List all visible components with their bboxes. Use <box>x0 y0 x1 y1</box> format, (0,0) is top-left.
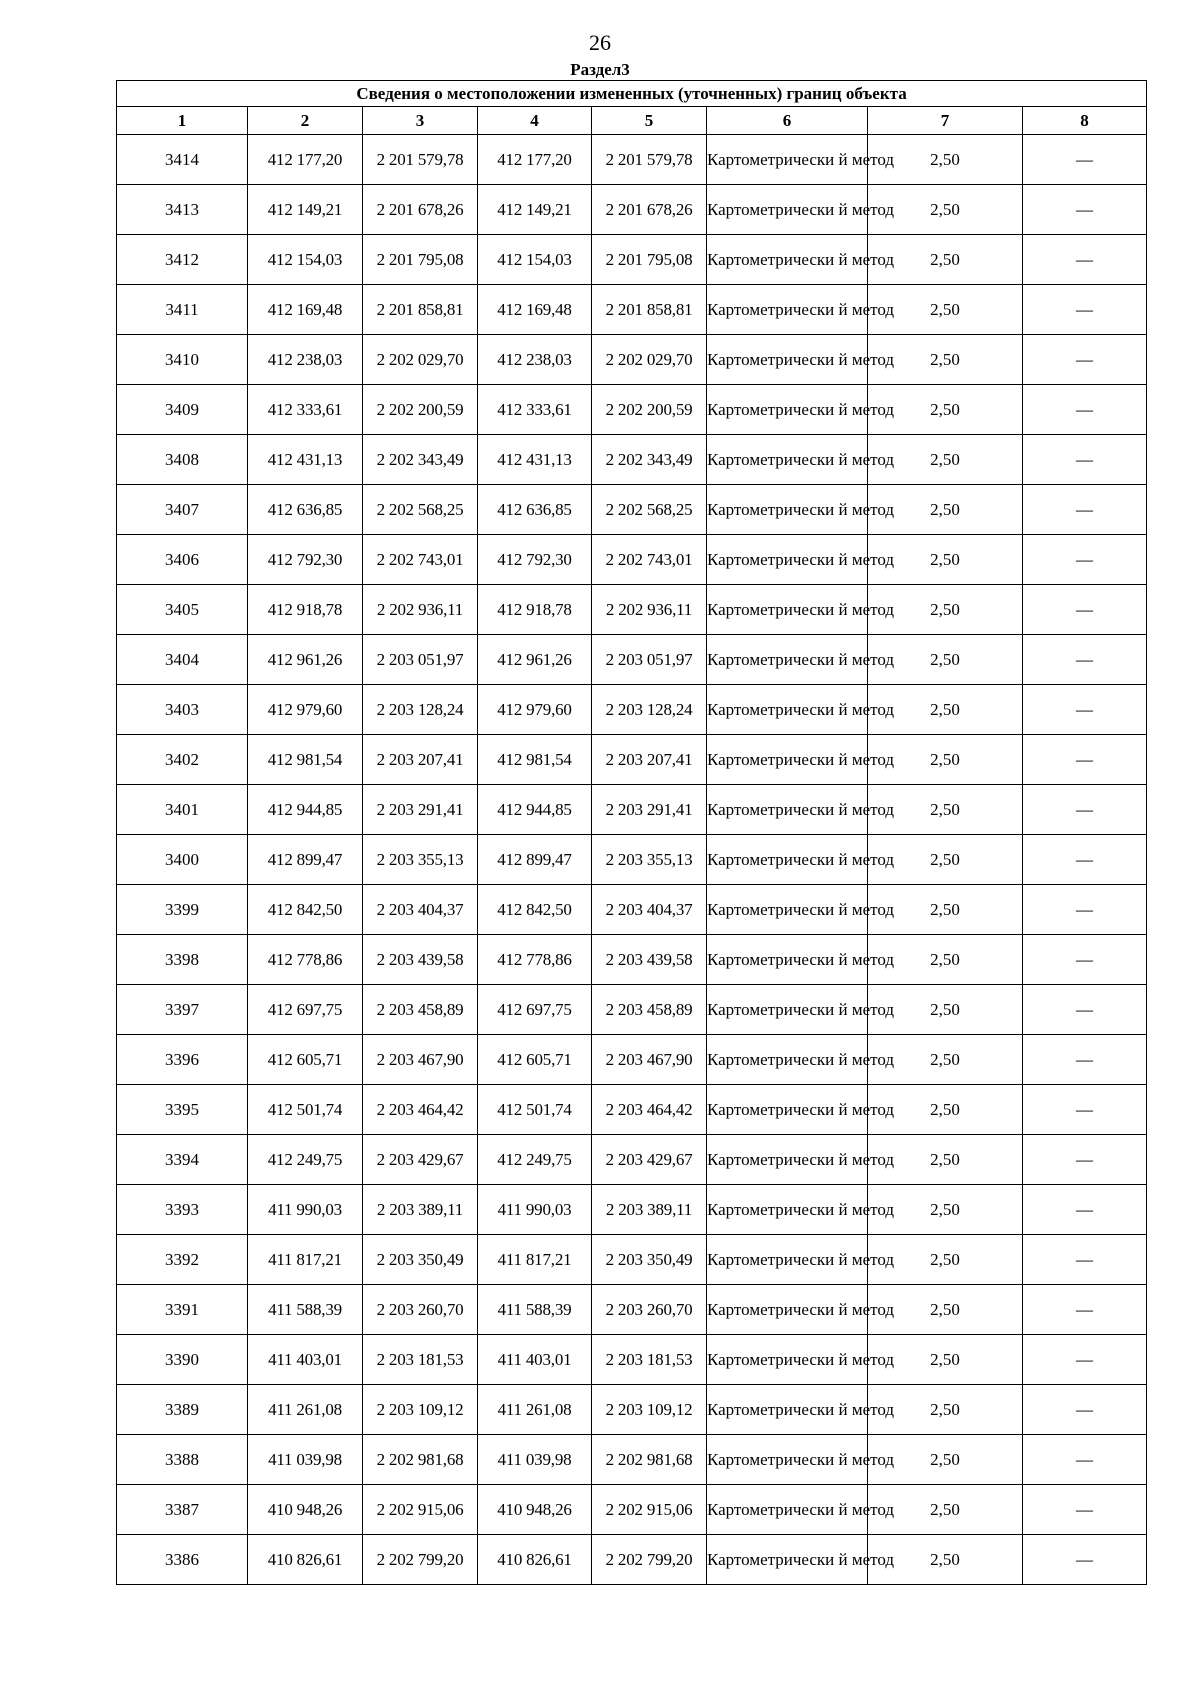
cell-old-y: 2 201 678,26 <box>363 185 478 235</box>
cell-new-x: 412 944,85 <box>478 785 592 835</box>
cell-description: — <box>1023 1435 1147 1485</box>
cell-method: Картометрически й метод <box>707 485 868 535</box>
cell-old-y: 2 203 355,13 <box>363 835 478 885</box>
cell-description: — <box>1023 635 1147 685</box>
table-row <box>117 835 1147 885</box>
cell-new-y: 2 203 389,11 <box>592 1185 707 1235</box>
cell-description: — <box>1023 435 1147 485</box>
cell-new-x: 412 636,85 <box>478 485 592 535</box>
cell-point-number: 3393 <box>117 1185 248 1235</box>
cell-point-number: 3387 <box>117 1485 248 1535</box>
cell-old-y: 2 203 128,24 <box>363 685 478 735</box>
cell-accuracy: 2,50 <box>868 785 1023 835</box>
cell-description: — <box>1023 385 1147 435</box>
cell-method: Картометрически й метод <box>707 1385 868 1435</box>
cell-old-x: 412 697,75 <box>248 985 363 1035</box>
table-title: Сведения о местоположении измененных (уточненных) границ объекта <box>117 81 1147 107</box>
cell-new-x: 412 249,75 <box>478 1135 592 1185</box>
cell-old-x: 412 177,20 <box>248 135 363 185</box>
cell-new-y: 2 201 858,81 <box>592 285 707 335</box>
cell-new-y: 2 203 429,67 <box>592 1135 707 1185</box>
cell-method: Картометрически й метод <box>707 1135 868 1185</box>
cell-point-number: 3407 <box>117 485 248 535</box>
cell-new-y: 2 203 181,53 <box>592 1335 707 1385</box>
cell-new-y: 2 201 795,08 <box>592 235 707 285</box>
cell-method: Картометрически й метод <box>707 735 868 785</box>
cell-old-x: 412 501,74 <box>248 1085 363 1135</box>
cell-new-x: 412 961,26 <box>478 635 592 685</box>
cell-accuracy: 2,50 <box>868 1385 1023 1435</box>
cell-new-x: 412 177,20 <box>478 135 592 185</box>
column-number: 8 <box>1023 107 1147 135</box>
cell-description: — <box>1023 335 1147 385</box>
cell-method: Картометрически й метод <box>707 1185 868 1235</box>
cell-method: Картометрически й метод <box>707 1335 868 1385</box>
cell-accuracy: 2,50 <box>868 235 1023 285</box>
table-row <box>117 1285 1147 1335</box>
cell-old-y: 2 203 464,42 <box>363 1085 478 1135</box>
cell-new-y: 2 202 981,68 <box>592 1435 707 1485</box>
cell-accuracy: 2,50 <box>868 535 1023 585</box>
cell-new-x: 411 261,08 <box>478 1385 592 1435</box>
cell-new-x: 412 169,48 <box>478 285 592 335</box>
cell-point-number: 3396 <box>117 1035 248 1085</box>
cell-accuracy: 2,50 <box>868 285 1023 335</box>
cell-new-y: 2 201 678,26 <box>592 185 707 235</box>
cell-new-y: 2 203 458,89 <box>592 985 707 1035</box>
cell-old-x: 412 169,48 <box>248 285 363 335</box>
cell-old-x: 412 944,85 <box>248 785 363 835</box>
cell-new-x: 412 778,86 <box>478 935 592 985</box>
cell-method: Картометрически й метод <box>707 985 868 1035</box>
cell-new-y: 2 203 260,70 <box>592 1285 707 1335</box>
cell-old-x: 412 149,21 <box>248 185 363 235</box>
table-row <box>117 1335 1147 1385</box>
column-number: 6 <box>707 107 868 135</box>
cell-new-x: 411 588,39 <box>478 1285 592 1335</box>
cell-description: — <box>1023 885 1147 935</box>
cell-accuracy: 2,50 <box>868 135 1023 185</box>
cell-accuracy: 2,50 <box>868 1435 1023 1485</box>
cell-old-y: 2 203 181,53 <box>363 1335 478 1385</box>
cell-new-y: 2 201 579,78 <box>592 135 707 185</box>
column-number: 5 <box>592 107 707 135</box>
table-row <box>117 185 1147 235</box>
cell-new-x: 412 238,03 <box>478 335 592 385</box>
table-row <box>117 935 1147 985</box>
cell-new-x: 412 501,74 <box>478 1085 592 1135</box>
cell-accuracy: 2,50 <box>868 1485 1023 1535</box>
cell-new-y: 2 203 404,37 <box>592 885 707 935</box>
table-row <box>117 1035 1147 1085</box>
cell-new-x: 412 149,21 <box>478 185 592 235</box>
cell-old-x: 411 403,01 <box>248 1335 363 1385</box>
cell-method: Картометрически й метод <box>707 435 868 485</box>
cell-new-y: 2 202 936,11 <box>592 585 707 635</box>
cell-old-x: 412 238,03 <box>248 335 363 385</box>
cell-old-y: 2 203 458,89 <box>363 985 478 1035</box>
cell-accuracy: 2,50 <box>868 1535 1023 1585</box>
cell-point-number: 3414 <box>117 135 248 185</box>
cell-old-x: 412 981,54 <box>248 735 363 785</box>
cell-old-x: 412 961,26 <box>248 635 363 685</box>
cell-old-y: 2 201 858,81 <box>363 285 478 335</box>
table-row <box>117 1235 1147 1285</box>
cell-description: — <box>1023 1235 1147 1285</box>
cell-old-y: 2 202 981,68 <box>363 1435 478 1485</box>
column-number-row <box>117 107 1147 135</box>
cell-point-number: 3408 <box>117 435 248 485</box>
table-row <box>117 785 1147 835</box>
table-row <box>117 885 1147 935</box>
cell-point-number: 3386 <box>117 1535 248 1585</box>
cell-method: Картометрически й метод <box>707 935 868 985</box>
cell-method: Картометрически й метод <box>707 685 868 735</box>
cell-point-number: 3400 <box>117 835 248 885</box>
cell-method: Картометрически й метод <box>707 1535 868 1585</box>
cell-point-number: 3410 <box>117 335 248 385</box>
cell-new-x: 410 826,61 <box>478 1535 592 1585</box>
cell-description: — <box>1023 485 1147 535</box>
cell-description: — <box>1023 735 1147 785</box>
cell-method: Картометрически й метод <box>707 335 868 385</box>
table-row <box>117 285 1147 335</box>
cell-old-y: 2 203 260,70 <box>363 1285 478 1335</box>
cell-old-x: 412 605,71 <box>248 1035 363 1085</box>
cell-point-number: 3413 <box>117 185 248 235</box>
cell-new-y: 2 202 915,06 <box>592 1485 707 1535</box>
cell-old-x: 412 636,85 <box>248 485 363 535</box>
cell-method: Картометрически й метод <box>707 1435 868 1485</box>
cell-old-x: 411 261,08 <box>248 1385 363 1435</box>
cell-accuracy: 2,50 <box>868 935 1023 985</box>
table-row <box>117 235 1147 285</box>
boundary-coordinates-table <box>116 80 1147 1585</box>
cell-point-number: 3391 <box>117 1285 248 1335</box>
cell-new-y: 2 202 743,01 <box>592 535 707 585</box>
cell-new-y: 2 202 200,59 <box>592 385 707 435</box>
cell-point-number: 3398 <box>117 935 248 985</box>
cell-new-x: 412 697,75 <box>478 985 592 1035</box>
table-row <box>117 1535 1147 1585</box>
cell-old-y: 2 203 439,58 <box>363 935 478 985</box>
cell-accuracy: 2,50 <box>868 885 1023 935</box>
cell-method: Картометрически й метод <box>707 1035 868 1085</box>
table-row <box>117 135 1147 185</box>
cell-old-y: 2 201 795,08 <box>363 235 478 285</box>
cell-old-x: 412 431,13 <box>248 435 363 485</box>
column-number: 1 <box>117 107 248 135</box>
table-row <box>117 635 1147 685</box>
cell-old-x: 410 948,26 <box>248 1485 363 1535</box>
column-number: 3 <box>363 107 478 135</box>
cell-accuracy: 2,50 <box>868 385 1023 435</box>
cell-old-y: 2 202 799,20 <box>363 1535 478 1585</box>
cell-description: — <box>1023 185 1147 235</box>
cell-point-number: 3412 <box>117 235 248 285</box>
cell-old-y: 2 202 568,25 <box>363 485 478 535</box>
cell-new-x: 411 990,03 <box>478 1185 592 1235</box>
cell-new-y: 2 202 029,70 <box>592 335 707 385</box>
cell-old-y: 2 203 404,37 <box>363 885 478 935</box>
cell-old-y: 2 202 936,11 <box>363 585 478 635</box>
cell-method: Картометрически й метод <box>707 285 868 335</box>
column-number: 7 <box>868 107 1023 135</box>
page-number: 26 <box>589 30 611 55</box>
cell-old-y: 2 202 915,06 <box>363 1485 478 1535</box>
table-row <box>117 1435 1147 1485</box>
cell-old-x: 412 842,50 <box>248 885 363 935</box>
table-row <box>117 435 1147 485</box>
cell-method: Картометрически й метод <box>707 135 868 185</box>
cell-old-y: 2 202 743,01 <box>363 535 478 585</box>
cell-description: — <box>1023 1035 1147 1085</box>
cell-new-x: 412 899,47 <box>478 835 592 885</box>
cell-method: Картометрически й метод <box>707 235 868 285</box>
cell-old-x: 412 792,30 <box>248 535 363 585</box>
cell-accuracy: 2,50 <box>868 1085 1023 1135</box>
cell-new-x: 411 039,98 <box>478 1435 592 1485</box>
cell-accuracy: 2,50 <box>868 485 1023 535</box>
cell-new-y: 2 203 355,13 <box>592 835 707 885</box>
cell-accuracy: 2,50 <box>868 685 1023 735</box>
table-row <box>117 485 1147 535</box>
cell-description: — <box>1023 1185 1147 1235</box>
cell-old-y: 2 202 343,49 <box>363 435 478 485</box>
cell-description: — <box>1023 1085 1147 1135</box>
cell-description: — <box>1023 685 1147 735</box>
column-number: 4 <box>478 107 592 135</box>
table-row <box>117 1135 1147 1185</box>
cell-method: Картометрически й метод <box>707 1235 868 1285</box>
cell-accuracy: 2,50 <box>868 335 1023 385</box>
cell-old-y: 2 203 389,11 <box>363 1185 478 1235</box>
cell-description: — <box>1023 1285 1147 1335</box>
cell-new-y: 2 203 439,58 <box>592 935 707 985</box>
cell-point-number: 3401 <box>117 785 248 835</box>
cell-accuracy: 2,50 <box>868 635 1023 685</box>
cell-description: — <box>1023 235 1147 285</box>
cell-method: Картометрически й метод <box>707 1085 868 1135</box>
cell-old-y: 2 203 109,12 <box>363 1385 478 1435</box>
cell-old-y: 2 203 467,90 <box>363 1035 478 1085</box>
cell-point-number: 3411 <box>117 285 248 335</box>
cell-old-x: 412 333,61 <box>248 385 363 435</box>
table-row <box>117 685 1147 735</box>
cell-point-number: 3402 <box>117 735 248 785</box>
cell-accuracy: 2,50 <box>868 985 1023 1035</box>
table-row <box>117 985 1147 1035</box>
cell-point-number: 3405 <box>117 585 248 635</box>
cell-old-y: 2 203 051,97 <box>363 635 478 685</box>
cell-description: — <box>1023 1485 1147 1535</box>
cell-accuracy: 2,50 <box>868 585 1023 635</box>
cell-description: — <box>1023 535 1147 585</box>
cell-method: Картометрически й метод <box>707 535 868 585</box>
cell-new-x: 411 403,01 <box>478 1335 592 1385</box>
cell-point-number: 3395 <box>117 1085 248 1135</box>
cell-accuracy: 2,50 <box>868 1135 1023 1185</box>
cell-new-y: 2 203 109,12 <box>592 1385 707 1435</box>
cell-new-x: 412 979,60 <box>478 685 592 735</box>
cell-method: Картометрически й метод <box>707 385 868 435</box>
cell-accuracy: 2,50 <box>868 1335 1023 1385</box>
cell-old-y: 2 203 350,49 <box>363 1235 478 1285</box>
cell-new-y: 2 203 051,97 <box>592 635 707 685</box>
cell-new-x: 410 948,26 <box>478 1485 592 1535</box>
cell-new-x: 412 981,54 <box>478 735 592 785</box>
cell-old-x: 411 039,98 <box>248 1435 363 1485</box>
cell-old-x: 411 588,39 <box>248 1285 363 1335</box>
table-row <box>117 585 1147 635</box>
cell-description: — <box>1023 1535 1147 1585</box>
cell-method: Картометрически й метод <box>707 835 868 885</box>
cell-point-number: 3388 <box>117 1435 248 1485</box>
cell-old-y: 2 203 291,41 <box>363 785 478 835</box>
cell-point-number: 3392 <box>117 1235 248 1285</box>
table-row <box>117 1085 1147 1135</box>
cell-new-x: 412 918,78 <box>478 585 592 635</box>
cell-old-x: 412 979,60 <box>248 685 363 735</box>
cell-old-y: 2 201 579,78 <box>363 135 478 185</box>
cell-new-y: 2 202 799,20 <box>592 1535 707 1585</box>
cell-old-x: 412 154,03 <box>248 235 363 285</box>
cell-new-x: 412 605,71 <box>478 1035 592 1085</box>
cell-point-number: 3406 <box>117 535 248 585</box>
cell-accuracy: 2,50 <box>868 435 1023 485</box>
cell-method: Картометрически й метод <box>707 1485 868 1535</box>
cell-point-number: 3394 <box>117 1135 248 1185</box>
column-number: 2 <box>248 107 363 135</box>
cell-old-y: 2 203 429,67 <box>363 1135 478 1185</box>
cell-accuracy: 2,50 <box>868 185 1023 235</box>
cell-accuracy: 2,50 <box>868 835 1023 885</box>
cell-description: — <box>1023 1135 1147 1185</box>
cell-description: — <box>1023 1335 1147 1385</box>
cell-method: Картометрически й метод <box>707 1285 868 1335</box>
cell-point-number: 3404 <box>117 635 248 685</box>
table-row <box>117 335 1147 385</box>
cell-old-x: 412 899,47 <box>248 835 363 885</box>
table-row <box>117 1385 1147 1435</box>
cell-method: Картометрически й метод <box>707 885 868 935</box>
cell-method: Картометрически й метод <box>707 785 868 835</box>
cell-new-y: 2 203 207,41 <box>592 735 707 785</box>
section-label: Раздел3 <box>570 60 630 79</box>
cell-old-x: 412 778,86 <box>248 935 363 985</box>
cell-old-x: 411 990,03 <box>248 1185 363 1235</box>
cell-new-y: 2 202 343,49 <box>592 435 707 485</box>
cell-method: Картометрически й метод <box>707 585 868 635</box>
cell-accuracy: 2,50 <box>868 1285 1023 1335</box>
table-row <box>117 735 1147 785</box>
cell-description: — <box>1023 285 1147 335</box>
table-row <box>117 1185 1147 1235</box>
cell-accuracy: 2,50 <box>868 1235 1023 1285</box>
cell-point-number: 3389 <box>117 1385 248 1435</box>
cell-point-number: 3397 <box>117 985 248 1035</box>
table-row <box>117 385 1147 435</box>
cell-new-x: 411 817,21 <box>478 1235 592 1285</box>
cell-description: — <box>1023 835 1147 885</box>
cell-description: — <box>1023 135 1147 185</box>
cell-old-x: 412 249,75 <box>248 1135 363 1185</box>
cell-point-number: 3390 <box>117 1335 248 1385</box>
cell-description: — <box>1023 785 1147 835</box>
cell-old-y: 2 203 207,41 <box>363 735 478 785</box>
cell-new-x: 412 333,61 <box>478 385 592 435</box>
cell-new-x: 412 154,03 <box>478 235 592 285</box>
cell-new-y: 2 203 291,41 <box>592 785 707 835</box>
cell-accuracy: 2,50 <box>868 735 1023 785</box>
table-row <box>117 535 1147 585</box>
cell-new-y: 2 203 350,49 <box>592 1235 707 1285</box>
cell-accuracy: 2,50 <box>868 1185 1023 1235</box>
cell-point-number: 3403 <box>117 685 248 735</box>
cell-description: — <box>1023 585 1147 635</box>
cell-old-y: 2 202 200,59 <box>363 385 478 435</box>
cell-new-x: 412 842,50 <box>478 885 592 935</box>
cell-point-number: 3399 <box>117 885 248 935</box>
cell-new-x: 412 431,13 <box>478 435 592 485</box>
table-body <box>117 135 1147 1585</box>
table-row <box>117 1485 1147 1535</box>
cell-description: — <box>1023 935 1147 985</box>
cell-point-number: 3409 <box>117 385 248 435</box>
cell-new-y: 2 203 467,90 <box>592 1035 707 1085</box>
cell-old-x: 411 817,21 <box>248 1235 363 1285</box>
cell-description: — <box>1023 985 1147 1035</box>
cell-new-y: 2 203 464,42 <box>592 1085 707 1135</box>
cell-description: — <box>1023 1385 1147 1435</box>
cell-old-x: 410 826,61 <box>248 1535 363 1585</box>
cell-method: Картометрически й метод <box>707 185 868 235</box>
cell-new-x: 412 792,30 <box>478 535 592 585</box>
cell-method: Картометрически й метод <box>707 635 868 685</box>
cell-new-y: 2 202 568,25 <box>592 485 707 535</box>
cell-new-y: 2 203 128,24 <box>592 685 707 735</box>
cell-old-x: 412 918,78 <box>248 585 363 635</box>
cell-accuracy: 2,50 <box>868 1035 1023 1085</box>
cell-old-y: 2 202 029,70 <box>363 335 478 385</box>
